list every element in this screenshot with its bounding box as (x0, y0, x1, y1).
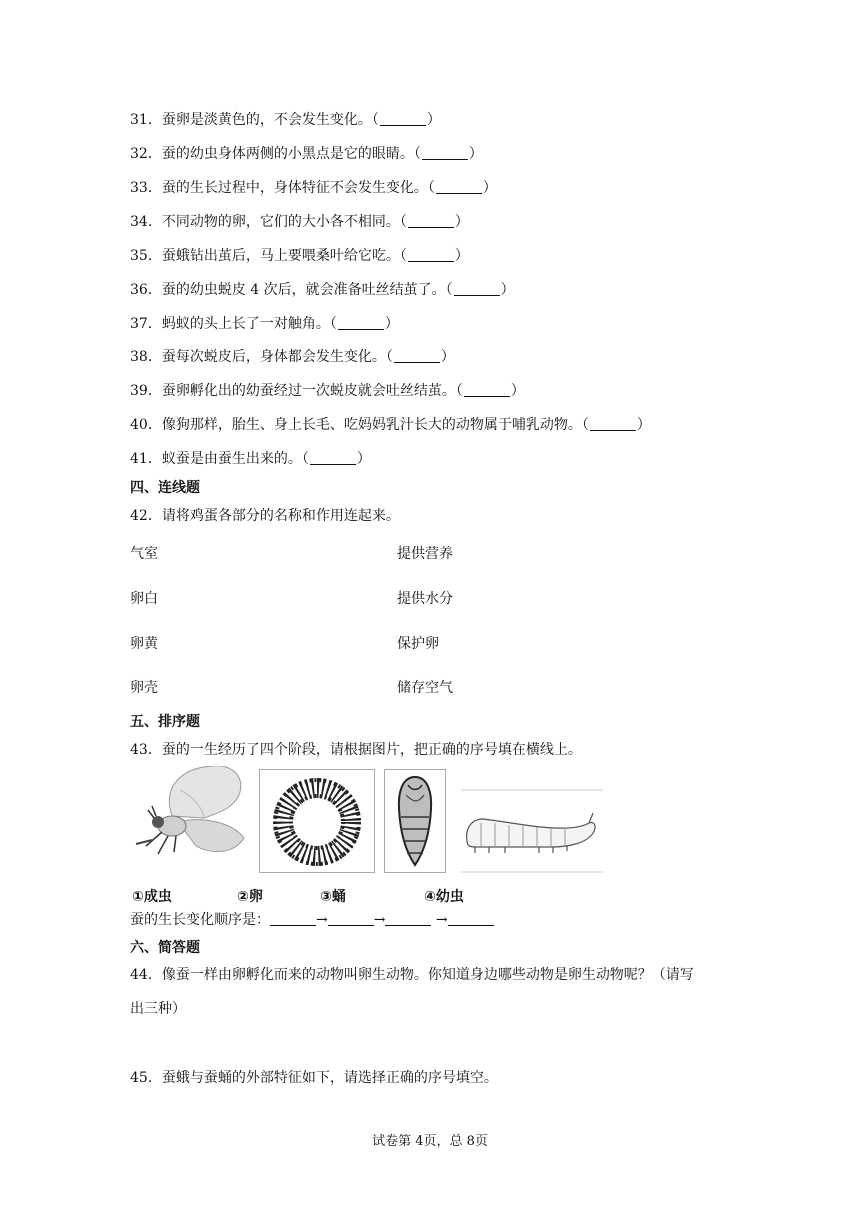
question-37: 37．蚂蚁的头上长了一对触角。（ ） (130, 316, 399, 332)
match-left-item[interactable]: 卵黄 (130, 636, 158, 652)
sequence-line: 蚕的生长变化顺序是： → → → (130, 910, 494, 930)
moth-image (132, 766, 250, 864)
larva-image (461, 789, 603, 873)
section-title-short-answer: 六、简答题 (130, 940, 200, 956)
answer-blank[interactable] (422, 145, 468, 160)
question-32: 32．蚕的幼虫身体两侧的小黑点是它的眼睛。（ ） (130, 146, 483, 162)
question-41: 41．蚁蚕是由蚕生出来的。（ ） (130, 451, 371, 467)
sequence-blank[interactable] (270, 911, 316, 926)
section-title-ordering: 五、排序题 (130, 714, 200, 730)
stage-label-egg: ②卵 (237, 889, 263, 905)
answer-blank[interactable] (454, 281, 500, 296)
match-right-item[interactable]: 储存空气 (397, 680, 453, 696)
sequence-blank[interactable] (328, 911, 374, 926)
answer-blank[interactable] (590, 416, 636, 431)
answer-blank[interactable] (338, 315, 384, 330)
question-35: 35．蚕蛾钻出茧后，马上要喂桑叶给它吃。（ ） (130, 248, 469, 264)
page-footer: 试卷第 4页，总 8页 (372, 1134, 488, 1149)
eggs-image (259, 769, 375, 873)
question-45: 45．蚕蛾与蚕蛹的外部特征如下，请选择正确的序号填空。 (130, 1070, 498, 1086)
match-right-item[interactable]: 保护卵 (397, 636, 439, 652)
stage-label-larva: ④幼虫 (424, 889, 464, 905)
pupa-image (384, 769, 446, 873)
match-right-item[interactable]: 提供营养 (397, 546, 453, 562)
answer-blank[interactable] (380, 111, 426, 126)
answer-blank[interactable] (408, 247, 454, 262)
stage-label-pupa: ③蛹 (320, 889, 346, 905)
question-40: 40．像狗那样，胎生、身上长毛、吃妈妈乳汁长大的动物属于哺乳动物。（ ） (130, 417, 651, 433)
answer-blank[interactable] (394, 348, 440, 363)
question-33: 33．蚕的生长过程中，身体特征不会发生变化。（ ） (130, 180, 497, 196)
sequence-blank[interactable] (448, 911, 494, 926)
question-44-line1: 44．像蚕一样由卵孵化而来的动物叫卵生动物。你知道身边哪些动物是卵生动物呢？（请写 (130, 967, 694, 983)
match-left-item[interactable]: 卵壳 (130, 680, 158, 696)
stage-label-adult: ①成虫 (132, 889, 172, 905)
match-left-item[interactable]: 气室 (130, 546, 158, 562)
question-43: 43．蚕的一生经历了四个阶段，请根据图片，把正确的序号填在横线上。 (130, 742, 582, 758)
section-title-matching: 四、连线题 (130, 480, 200, 496)
question-44-line2: 出三种） (130, 1001, 186, 1017)
question-42: 42．请将鸡蛋各部分的名称和作用连起来。 (130, 508, 400, 524)
sequence-blank[interactable] (385, 911, 431, 926)
question-36: 36．蚕的幼虫蜕皮 4 次后，就会准备吐丝结茧了。（ ） (130, 282, 515, 298)
match-right-item[interactable]: 提供水分 (397, 591, 453, 607)
match-left-item[interactable]: 卵白 (130, 591, 158, 607)
question-31: 31．蚕卵是淡黄色的，不会发生变化。（ ） (130, 112, 441, 128)
answer-blank[interactable] (464, 382, 510, 397)
question-34: 34．不同动物的卵，它们的大小各不相同。（ ） (130, 214, 469, 230)
answer-blank[interactable] (436, 179, 482, 194)
question-38: 38．蚕每次蜕皮后，身体都会发生变化。（ ） (130, 349, 455, 365)
question-39: 39．蚕卵孵化出的幼蚕经过一次蜕皮就会吐丝结茧。（ ） (130, 383, 525, 399)
answer-blank[interactable] (310, 450, 356, 465)
answer-blank[interactable] (408, 213, 454, 228)
